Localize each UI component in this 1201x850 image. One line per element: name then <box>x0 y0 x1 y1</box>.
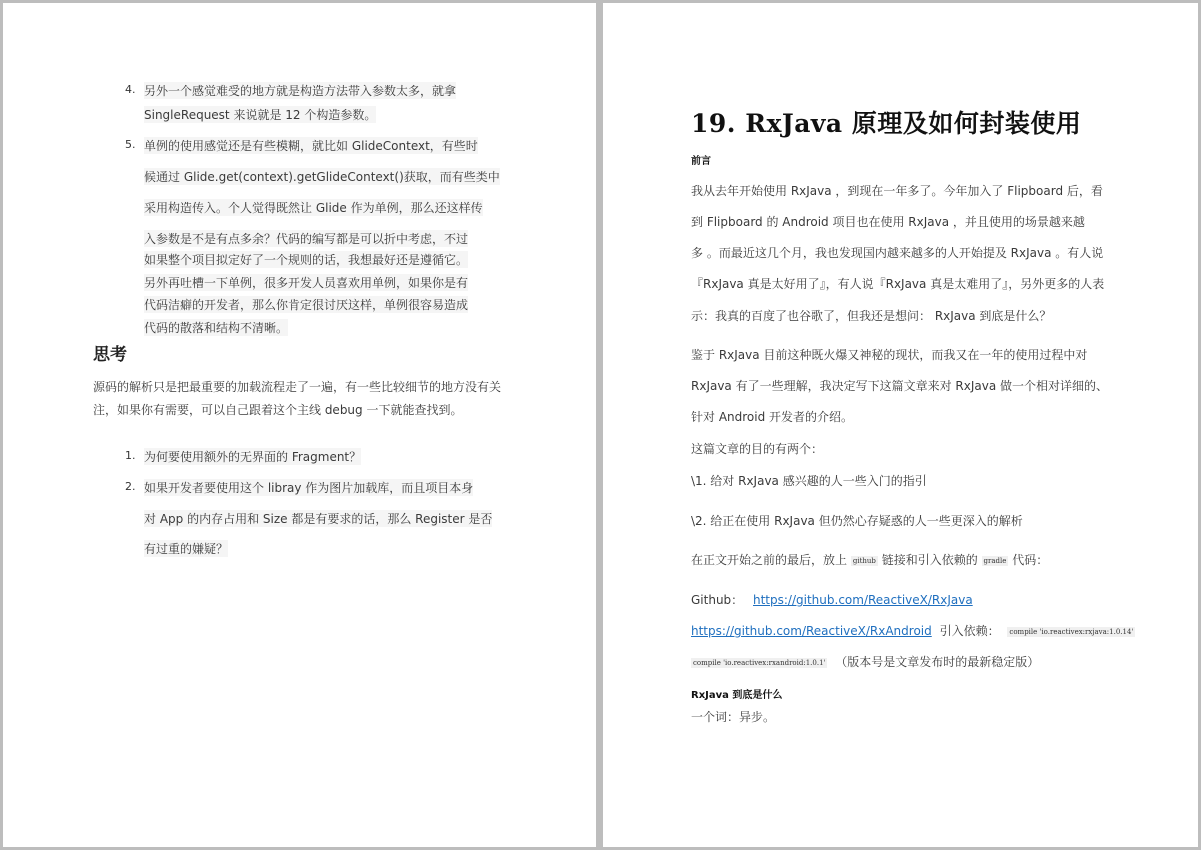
before-text: 链接和引入依赖的 <box>881 553 978 567</box>
list-item-line: SingleRequest 来说就是 12 个构造参数。 <box>144 108 377 122</box>
list-item-line: 另外再吐槽一下单例，很多开发人员喜欢用单例，如果你是有 <box>144 276 469 290</box>
list-item-line: 为何要使用额外的无界面的 Fragment？ <box>144 450 362 464</box>
right-page <box>603 3 1198 847</box>
list-number: 5. <box>125 138 136 151</box>
rxjava-link[interactable]: https://github.com/ReactiveX/RxJava <box>753 593 973 607</box>
rxandroid-link[interactable]: https://github.com/ReactiveX/RxAndroid <box>691 624 932 638</box>
list-item-line: 单例的使用感觉还是有些模糊，就比如 GlideContext，有些时 <box>144 139 478 153</box>
section-heading: 思考 <box>93 345 127 365</box>
paragraph-line: 多 。而最近这几个月，我也发现国内越来越多的人开始提及 RxJava 。有人说 <box>691 246 1104 260</box>
before-text: 在正文开始之前的最后，放上 <box>691 553 848 567</box>
list-item-line: 如果开发者要使用这个 libray 作为图片加载库，而且项目本身 <box>144 481 474 495</box>
list-item-line: 代码洁癖的开发者，那么你肯定很讨厌这样，单例很容易造成 <box>144 298 469 312</box>
paragraph-line: 示：我真的百度了也谷歌了，但我还是想问： RxJava 到底是什么？ <box>691 309 1052 323</box>
list-item-line: 有过重的嫌疑？ <box>144 542 229 556</box>
list-item-line: 候通过 Glide.get(context).getGlideContext()获取，而有些类中 <box>144 170 500 184</box>
paragraph-line: 源码的解析只是把最重要的加载流程走了一遍，有一些比较细节的地方没有关 <box>93 380 502 394</box>
list-item-line: 另外一个感觉难受的地方就是构造方法带入参数太多，就拿 <box>144 84 457 98</box>
inline-code: github <box>852 556 876 565</box>
paragraph-line: 这篇文章的目的有两个： <box>691 442 824 456</box>
github-label: Github： <box>691 593 744 607</box>
paragraph-line: RxJava 有了一些理解，我决定写下这篇文章来对 RxJava 做一个相对详细的、 <box>691 379 1109 393</box>
paragraph-line: 鉴于 RxJava 目前这种既火爆又神秘的现状，而我又在一年的使用过程中对 <box>691 348 1088 362</box>
before-text: 代码： <box>1012 553 1049 567</box>
paragraph-line: 注，如果你有需要，可以自己跟着这个主线 debug 一下就能查找到。 <box>93 403 463 417</box>
paragraph-line: 针对 Android 开发者的介绍。 <box>691 410 854 424</box>
github-line <box>691 591 973 608</box>
paragraph-line: 我从去年开始使用 RxJava ，到现在一年多了。今年加入了 Flipboard 后，看 <box>691 184 1103 198</box>
list-item-line: 对 App 的内存占用和 Size 都是有要求的话，那么 Register 是否 <box>144 512 493 526</box>
paragraph-line: 到 Flipboard 的 Android 项目也在使用 RxJava ，并且使用的场景越来越 <box>691 215 1085 229</box>
inline-code: gradle <box>983 556 1007 565</box>
paragraph-line: 一个词：异步。 <box>691 710 776 724</box>
list-item-line: 如果整个项目拟定好了一个规则的话，我想最好还是遵循它。 <box>144 253 469 267</box>
inline-code: compile 'io.reactivex:rxandroid:1.0.1' <box>693 658 826 667</box>
goal-line: \2. 给正在使用 RxJava 但仍然心存疑惑的人一些更深入的解析 <box>691 514 1023 528</box>
github-line <box>691 622 1135 639</box>
dependency-label: 引入依赖： <box>939 624 1000 638</box>
list-item-line: 入参数是不是有点多余？代码的编写都是可以折中考虑，不过 <box>144 232 469 246</box>
list-number: 4. <box>125 83 136 96</box>
github-line <box>691 653 1039 670</box>
subsection-heading: RxJava 到底是什么 <box>691 690 783 701</box>
list-item-line: 代码的散落和结构不清晰。 <box>144 321 289 335</box>
list-number: 2. <box>125 480 136 493</box>
goal-line: \1. 给对 RxJava 感兴趣的人一些入门的指引 <box>691 474 927 488</box>
paragraph-line <box>691 551 1048 568</box>
version-note: （版本号是文章发布时的最新稳定版） <box>835 655 1040 669</box>
list-item-line: 采用构造传入。个人觉得既然让 Glide 作为单例，那么还这样传 <box>144 201 483 215</box>
list-number: 1. <box>125 449 136 462</box>
left-page <box>3 3 596 847</box>
inline-code: compile 'io.reactivex:rxjava:1.0.14' <box>1009 627 1134 636</box>
preface-heading: 前言 <box>691 156 711 167</box>
chapter-title: 19. RxJava 原理及如何封装使用 <box>691 109 1082 138</box>
paragraph-line: 『RxJava 真是太好用了』，有人说『RxJava 真是太难用了』，另外更多的人表 <box>691 277 1105 291</box>
